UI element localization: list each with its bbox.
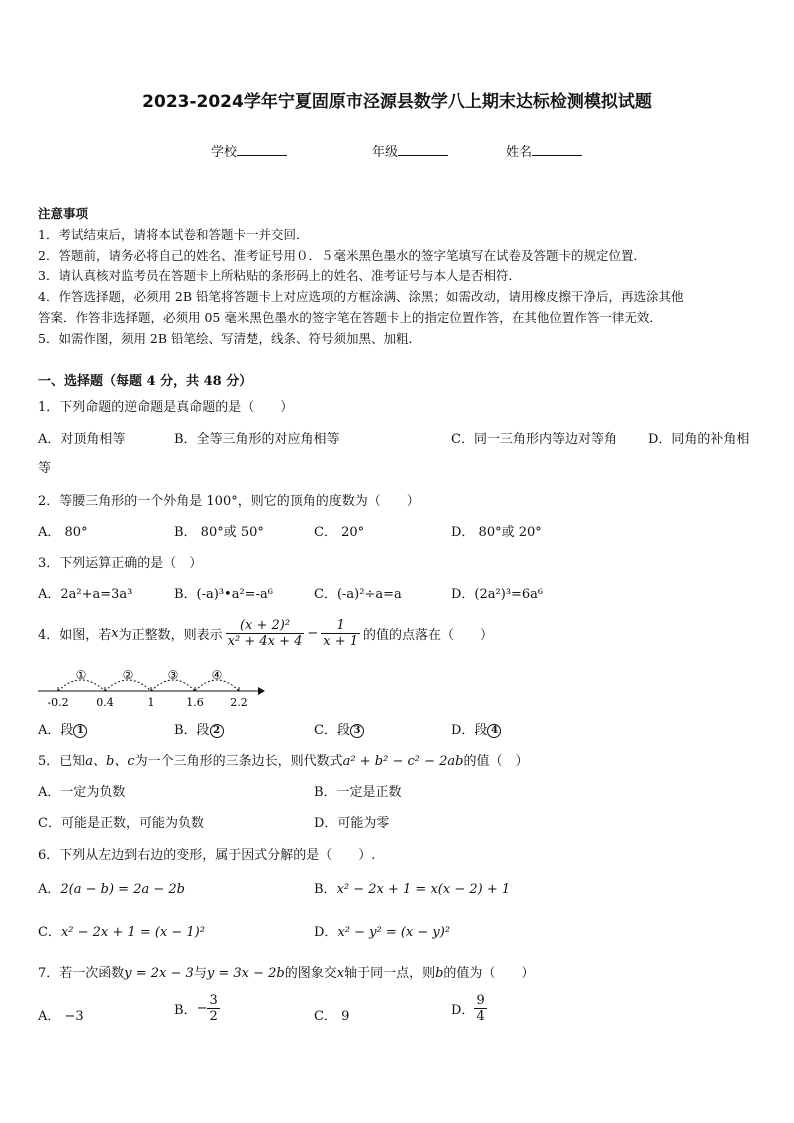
note-item: 1．考试结束后，请将本试卷和答题卡一并交回．	[38, 227, 309, 242]
tick-label: 2.2	[230, 696, 248, 709]
q7-stem-post: 的值为（ ）	[443, 966, 535, 981]
q6-option-d[interactable]	[314, 921, 450, 940]
q6-option-a-expr: 2(a − b) = 2a − 2b	[60, 882, 185, 897]
q4-frac2-numerator: 1	[336, 618, 345, 633]
q6-option-b-label: B．	[314, 882, 337, 897]
question-5-stem	[38, 750, 528, 769]
q7-stem-mid: 与	[193, 966, 207, 981]
q7-option-d-label: D．	[451, 1003, 475, 1018]
number-line-arrow	[258, 687, 265, 695]
q4-frac1-numerator: (x + 2)²	[239, 618, 291, 633]
q5-stem-post: 的值（ ）	[463, 754, 529, 769]
q3-option-d[interactable]: D．(2a²)³=6a⁶	[451, 587, 544, 602]
q4-option-d-label: D．段	[451, 723, 488, 738]
q6-option-a[interactable]	[38, 878, 185, 897]
q7-option-c[interactable]: C． 9	[314, 1009, 350, 1024]
q4-fraction-1	[226, 618, 305, 649]
q7-option-b-fraction	[207, 993, 219, 1024]
q7-option-d-numerator: 9	[476, 993, 485, 1008]
question-2-stem: 2．等腰三角形的一个外角是 100°，则它的顶角的度数为（ ）	[38, 494, 420, 509]
q2-option-b[interactable]: B． 80°或 50°	[174, 525, 264, 540]
q7-option-b-sign: −	[196, 1001, 208, 1016]
segment-label: ③	[167, 668, 179, 682]
q7-option-b-label: B．	[174, 1003, 197, 1018]
q1-option-d[interactable]: D．同角的补角相	[648, 432, 750, 447]
q1-option-b[interactable]: B．全等三角形的对应角相等	[174, 432, 340, 447]
q5-stem-mid: 为一个三角形的三条边长，则代数式	[134, 754, 343, 769]
q4-option-c[interactable]	[314, 719, 364, 738]
q5-vars: a、b、c	[85, 754, 135, 769]
note-item: 答案．作答非选择题，必须用 05 毫米黑色墨水的签字笔在答题卡上的指定位置作答，在其他位置作答一律无效．	[38, 310, 662, 325]
q4-stem-pre: 4．如图，若	[38, 628, 112, 643]
name-blank[interactable]	[532, 143, 582, 156]
circled-number: 4	[487, 724, 501, 738]
circled-number: 2	[210, 724, 224, 738]
q5-option-d[interactable]: D．可能为零	[314, 816, 390, 831]
q5-option-c[interactable]: C．可能是正数，可能为负数	[38, 816, 204, 831]
name-field[interactable]	[506, 141, 582, 160]
q7-var-x: x	[336, 966, 345, 981]
q4-frac1-denominator: x² + 4x + 4	[227, 634, 303, 649]
q4-option-d[interactable]	[451, 719, 501, 738]
q2-option-c[interactable]: C． 20°	[314, 525, 365, 540]
q7-option-a[interactable]: A． −3	[38, 1009, 84, 1024]
q4-stem-mid: 为正整数，则表示	[118, 628, 223, 643]
grade-blank[interactable]	[398, 143, 448, 156]
tick-label: 1	[147, 696, 155, 709]
q7-option-d-denominator: 4	[476, 1009, 485, 1024]
segment-label: ④	[211, 668, 223, 682]
school-label: 学校	[211, 145, 238, 160]
q7-option-b-denominator: 2	[209, 1009, 218, 1024]
q5-option-b[interactable]: B．一定是正数	[314, 785, 402, 800]
grade-label: 年级	[372, 145, 399, 160]
circled-number: 1	[73, 724, 87, 738]
q2-option-d[interactable]: D． 80°或 20°	[451, 525, 542, 540]
q1-option-d-continued: 等	[38, 461, 52, 476]
q4-stem-post: 的值的点落在（ ）	[363, 628, 494, 643]
q7-function-2: y = 3x − 2b	[206, 966, 285, 981]
q7-option-d[interactable]	[451, 993, 487, 1024]
note-item: 3．请认真核对监考员在答题卡上所粘贴的条形码上的姓名、准考证号与本人是否相符．	[38, 268, 521, 283]
question-7-stem	[38, 962, 534, 981]
q6-option-c-expr: x² − 2x + 1 = (x − 1)²	[60, 925, 205, 940]
question-3-stem: 3．下列运算正确的是（ ）	[38, 556, 203, 571]
q4-option-b[interactable]	[174, 719, 224, 738]
grade-field[interactable]	[372, 141, 448, 160]
q1-option-a[interactable]: A．对顶角相等	[38, 432, 126, 447]
q6-option-c-label: C．	[38, 925, 61, 940]
page-title: 2023-2024学年宁夏固原市泾源县数学八上期末达标检测模拟试题	[142, 92, 652, 112]
notes-heading: 注意事项	[38, 206, 89, 221]
q7-function-1: y = 2x − 3	[124, 966, 194, 981]
q4-frac2-denominator: x + 1	[323, 634, 359, 649]
q5-option-a[interactable]: A．一定为负数	[38, 785, 126, 800]
q6-option-a-label: A．	[38, 882, 61, 897]
q4-option-b-label: B．段	[174, 723, 210, 738]
q4-fraction-2	[321, 618, 360, 649]
q7-stem-pre: 7．若一次函数	[38, 966, 125, 981]
q5-stem-pre: 5．已知	[38, 754, 86, 769]
circled-number: 3	[350, 724, 364, 738]
tick-label: 0.4	[96, 696, 114, 709]
q6-option-b[interactable]	[314, 878, 510, 897]
name-label: 姓名	[506, 145, 533, 160]
school-field[interactable]	[211, 141, 287, 160]
q7-option-b-numerator: 3	[209, 993, 218, 1008]
q5-expression: a² + b² − c² − 2ab	[342, 754, 464, 769]
q4-option-a-label: A．段	[38, 723, 74, 738]
q7-option-b[interactable]	[174, 993, 220, 1024]
q3-option-c[interactable]: C．(-a)²÷a=a	[314, 587, 402, 602]
note-item: 4．作答选择题，必须用 2B 铅笔将答题卡上对应选项的方框涂满、涂黑；如需改动，请用橡皮擦干净后，再选涂其他	[38, 289, 684, 304]
q6-option-d-label: D．	[314, 925, 338, 940]
question-4-stem	[38, 618, 493, 649]
q7-stem-mid2: 的图象交	[284, 966, 337, 981]
q7-var-b: b	[435, 966, 444, 981]
tick-label: 1.6	[186, 696, 204, 709]
q4-minus: −	[307, 626, 319, 641]
q3-option-b[interactable]: B．(-a)³•a²=-a⁶	[174, 587, 273, 602]
segment-label: ②	[122, 668, 134, 682]
question-1-stem: 1．下列命题的逆命题是真命题的是（ ）	[38, 400, 294, 415]
section-heading: 一、选择题（每题 4 分，共 48 分）	[38, 374, 253, 389]
number-line-figure	[36, 665, 266, 709]
tick-label: -0.2	[47, 696, 69, 709]
note-item: 5．如需作图，须用 2B 铅笔绘、写清楚，线条、符号须加黑、加粗．	[38, 331, 422, 346]
question-6-stem: 6．下列从左边到右边的变形，属于因式分解的是（ ）.	[38, 848, 376, 863]
segment-label: ①	[75, 668, 87, 682]
school-blank[interactable]	[237, 143, 287, 156]
q7-stem-mid3: 轴于同一点，则	[344, 966, 436, 981]
q2-option-a[interactable]: A． 80°	[38, 525, 88, 540]
note-item: 2．答题前，请务必将自己的姓名、准考证号用０．５毫米黑色墨水的签字笔填写在试卷及答题卡的规定位置．	[38, 248, 646, 263]
q4-option-c-label: C．段	[314, 723, 350, 738]
q6-option-d-expr: x² − y² = (x − y)²	[337, 925, 451, 940]
q3-option-a[interactable]: A．2a²+a=3a³	[38, 587, 133, 602]
q1-option-c[interactable]: C．同一三角形内等边对等角	[451, 432, 617, 447]
q7-option-d-fraction	[474, 993, 486, 1024]
q6-option-c[interactable]	[38, 921, 205, 940]
q6-option-b-expr: x² − 2x + 1 = x(x − 2) + 1	[336, 882, 511, 897]
q4-option-a[interactable]	[38, 719, 87, 738]
q4-var-x: x	[111, 626, 119, 641]
